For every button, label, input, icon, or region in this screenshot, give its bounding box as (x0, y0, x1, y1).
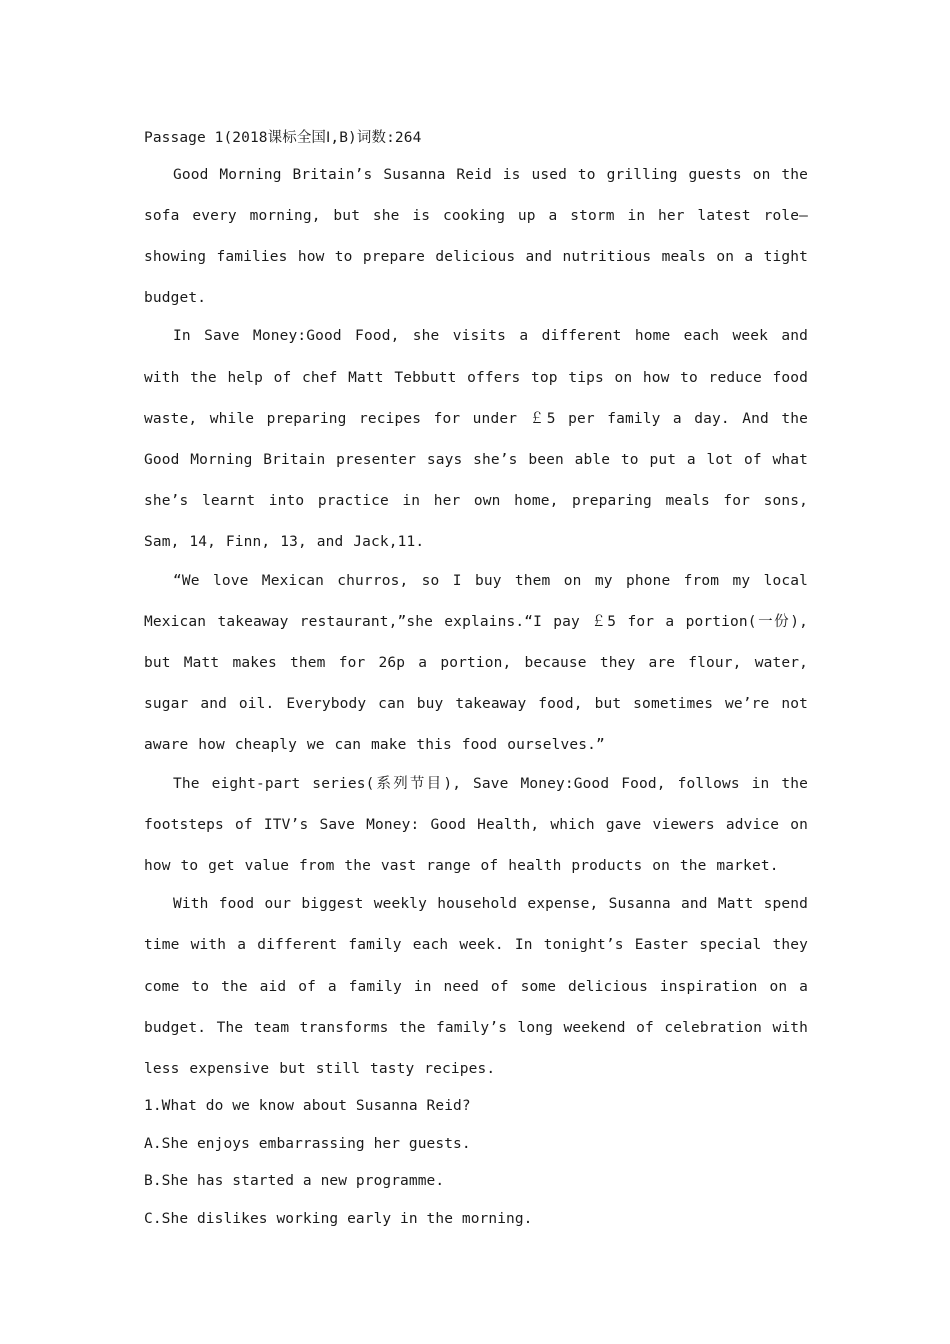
paragraph-3: “We love Mexican churros, so I buy them on my phone from my local Mexican takeaway restaurant,”she explains.“I pay ￡5 for a portion(一份), but Matt makes them for 26p a portion, because they are flour, water, sugar and oil. Everybody can buy takeaway food, but sometimes we’re not aware how cheaply we can make this food ourselves.” (144, 572, 808, 754)
option-b: B.She has started a new programme. (144, 1173, 445, 1190)
paragraph-5: With food our biggest weekly household expense, Susanna and Matt spend time with a different family each week. In tonight’s Easter special they come to the aid of a family in need of some delicious inspiration on a budget. The team transforms the family’s long weekend of celebration with less expensive but still tasty recipes. (144, 896, 808, 1077)
passage-heading: Passage 1(2018课标全国Ⅰ,B)词数:264 (144, 130, 422, 146)
paragraph-4: The eight-part series(系列节目), Save Money:Good Food, follows in the footsteps of ITV’s Save Money: Good Health, which gave viewers advice on how to get value from the vast range of health products on the market. (144, 775, 808, 874)
document-body (144, 128, 808, 1229)
option-a: A.She enjoys embarrassing her guests. (144, 1135, 471, 1152)
option-c: C.She dislikes working early in the morning. (144, 1210, 533, 1227)
paragraph-1: Good Morning Britain’s Susanna Reid is used to grilling guests on the sofa every morning, but she is cooking up a storm in her latest role—showing families how to prepare delicious and nutritious meals on a tight budget. (144, 166, 808, 307)
question-stem: 1.What do we know about Susanna Reid? (144, 1098, 471, 1115)
paragraph-2: In Save Money:Good Food, she visits a different home each week and with the help of chef Matt Tebbutt offers top tips on how to reduce food waste, while preparing recipes for under ￡5 per family a day. And the Good Morning Britain presenter says she’s been able to put a lot of what she’s learnt into practice in her own home, preparing meals for sons, Sam, 14, Finn, 13, and Jack,11. (144, 328, 808, 551)
